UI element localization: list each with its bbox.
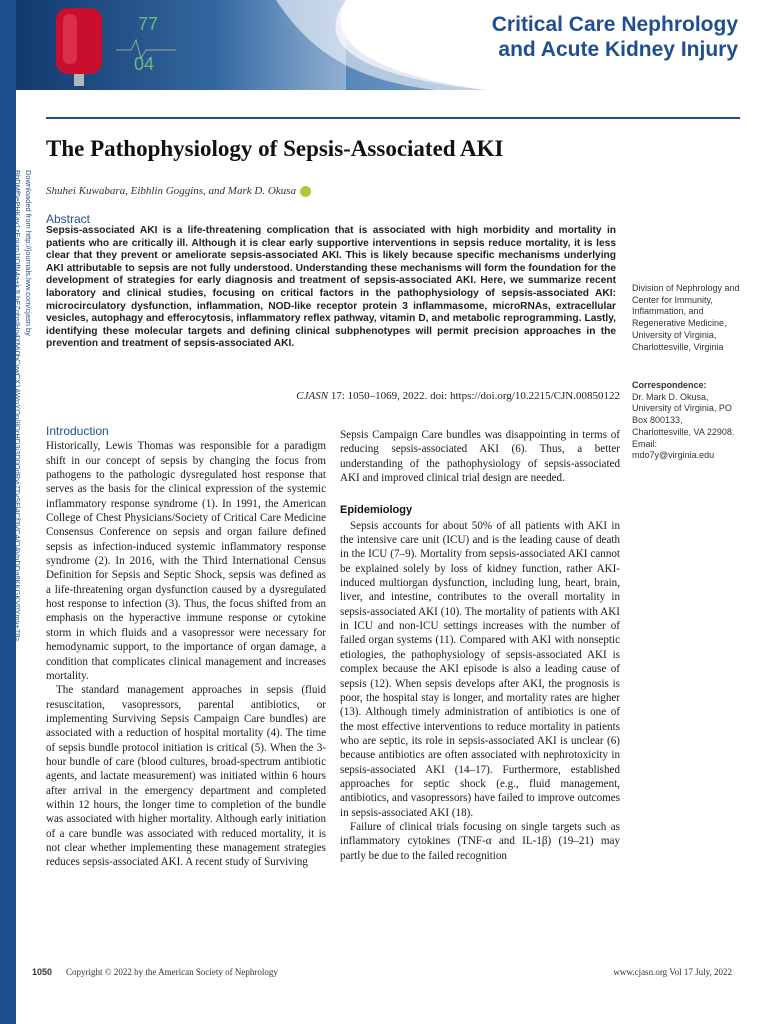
monitor-readout-2: 04 (134, 54, 155, 74)
introduction-heading: Introduction (46, 424, 109, 438)
header-rule (46, 117, 740, 119)
epidemiology-heading: Epidemiology (340, 504, 413, 517)
intro-paragraph-2: The standard management approaches in sepsis (fluid resuscitation, vasopressors, parental antibiotics, or implementing Surviving Sepsis Campaign Care bundles) are associated with a reduction of hospital mortality (4). The time of sepsis bundle protocol initiation is critical (5). When the 3-hour bundle of care (blood cultures, broad-spectrum antibiotic agents, and lactate measurement) was initiated within 6 hours after arrival in the emergency department and completed within 12 hours, the longer time to completion of the bundle was associated with higher mortality. Although early initiation of a care bundle was associated with reduced mortality, it is not clear whether implementing these management strategies reduces sepsis-associated AKI. A recent study of Surviving (46, 684, 326, 869)
journal-title-line-1: Critical Care Nephrology (491, 13, 738, 36)
article-title: The Pathophysiology of Sepsis-Associated AKI (46, 136, 504, 161)
citation-line (296, 390, 620, 402)
correspondence-block (632, 380, 740, 462)
epidemiology-paragraph-1: Sepsis accounts for about 50% of all patients with AKI in the intensive care unit (ICU) and is the leading cause of death in the ICU (7–9). Mortality from sepsis-associated AKI cannot be explained solely by loss of kidney function, rather AKI-induced multiorgan dysfunction, including lung, heart, brain, liver, and intestine, contributes to the overall mortality in sepsis-associated AKI (10). The mortality of patients with AKI in ICU and non-ICU settings increases with the number of failed organ systems (11). Compared with AKI with nonseptic etiologies, the pathophysiology of sepsis-associated AKI is complex because the AKI episode is also a leading cause of sepsis (12). When sepsis develops after AKI, the prognosis is poor, the hospital stay is longer, and mortality rates are higher (13). Although timely administration of antibiotics is one of the most effective interventions to reduce mortality in patients who are septic, its role in sepsis-associated AKI is unclear (6) because antibiotics are often associated with nephrotoxicity in sepsis-associated AKI (14–17). Furthermore, established approaches for septic shock (e.g., fluid management, antibiotics, and vasopressors) have failed to improve outcomes in sepsis-associated AKI (18). (340, 519, 620, 819)
body-column-right (340, 428, 620, 863)
intro-paragraph-2-continued: Sepsis Campaign Care bundles was disappointing in terms of reducing sepsis-associated AKI (6). Thus, a better understanding of the pathophysiology of sepsis-associated AKI and improved clinical trial design are needed. (340, 429, 620, 485)
correspondence-body: Dr. Mark D. Okusa, University of Virginia, PO Box 800133, Charlottesville, VA 22908. Email: mdo7y@virginia.edu (632, 391, 735, 461)
footer-journal-info: www.cjasn.org Vol 17 July, 2022 (613, 967, 732, 977)
correspondence-title: Correspondence: (632, 380, 707, 390)
abstract-heading: Abstract (46, 212, 91, 226)
page-footer (32, 967, 732, 977)
orcid-icon[interactable] (300, 186, 311, 197)
journal-title (492, 12, 738, 62)
page-number: 1050 (32, 967, 53, 977)
monitor-readout-1: 77 (138, 14, 159, 34)
journal-title-line-2: and Acute Kidney Injury (498, 38, 738, 61)
copyright-text: Copyright © 2022 by the American Society of Nephrology (66, 967, 278, 977)
author-list (46, 185, 311, 197)
epidemiology-paragraph-2: Failure of clinical trials focusing on single targets such as inflammatory cytokines (TNF-α and IL-1β) (19–21) may partly be due to the failed recognition (340, 820, 620, 862)
citation-journal: CJASN (296, 390, 329, 402)
citation-details: 17: 1050–1069, 2022. doi: https://doi.org/10.2215/CJN.00850122 (328, 390, 620, 402)
download-note: Downloaded from http://journals.lww.com/cjasn by BhDMf5ePHKav1zEoum1tQfN4a+kJLhEZgbsIHo4XMi0hCywCX1AWnYQp/IlQrHD3i3D0OdRyi7TvSFl4Cf3VC4/OAVpDDa8KKGKV0Ymy+78= on 10/20/2022 (2, 170, 33, 642)
affiliation-block: Division of Nephrology and Center for Immunity, Inflammation, and Regenerative Medicine, University of Virginia, Charlottesville, Virginia (632, 283, 740, 352)
authors-text: Shuhei Kuwabara, Eibhlin Goggins, and Mark D. Okusa (46, 185, 296, 197)
body-column-left (46, 424, 326, 870)
intro-paragraph-1: Historically, Lewis Thomas was responsible for a paradigm shift in our concept of sepsis by changing the focus from pathogens to the pathologic dysregulated host response that serves as the basis for the clinical expression of the systemic inflammatory response syndrome (1). In 1991, the American College of Chest Physicians/Society of Critical Care Medicine Consensus Conference on sepsis and organ failure defined sepsis as infection-induced systemic inflammatory response syndrome (2). In 2016, with the Third International Census Definition for Sepsis and Septic Shock, sepsis was defined as a life-threatening organ dysfunction caused by a dysregulated host response to infection (3). Thus, the focus shifted from an emphasis on the hyperactive immune response or cytokine storm in which fluids and a vasopressor were necessary for hemodynamic support, to the importance of organ damage, a condition that complicates clinical management and increases mortality. (46, 440, 326, 682)
abstract-text: Sepsis-associated AKI is a life-threatening complication that is associated with high morbidity and mortality in patients who are critically ill. Although it is clear early supportive interventions in sepsis reduce mortality, it is less clear that they prevent or ameliorate sepsis-associated AKI. This is likely because specific mechanisms underlying AKI attributable to sepsis are not fully understood. Understanding these mechanisms will form the foundation for the development of strategies for early diagnosis and treatment of sepsis-associated AKI. Here, we summarize recent laboratory and clinical studies, focusing on critical factors in the pathophysiology of sepsis-associated AKI: microcirculatory dysfunction, inflammation, NOD-like receptor protein 3 inflammasome, microRNAs, extracellular vesicles, autophagy and efferocytosis, inflammatory reflex pathway, vitamin D, and metabolic reprogramming. Lastly, identifying these molecular targets and defining clinical subphenotypes will permit precision approaches in the prevention and treatment of sepsis-associated AKI. (46, 225, 616, 350)
